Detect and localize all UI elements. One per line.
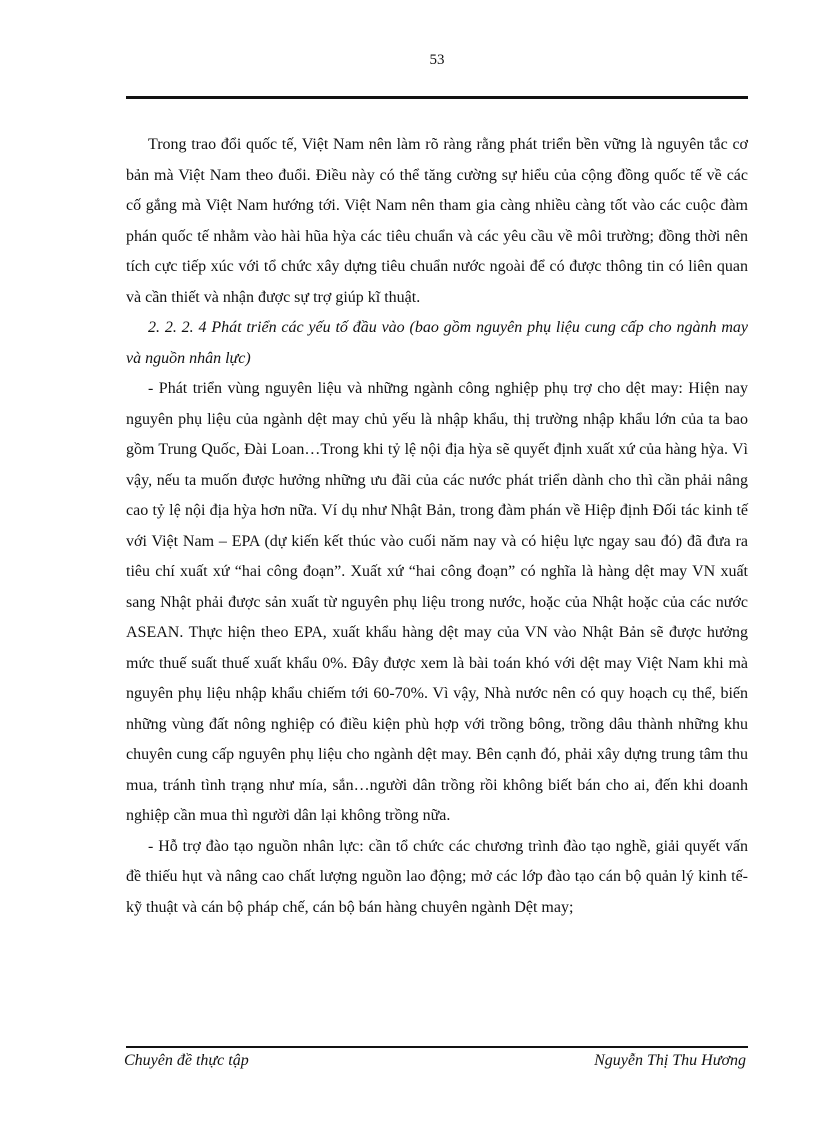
footer-document-type: Chuyên đề thực tập [124,1052,249,1069]
section-heading: 2. 2. 2. 4 Phát triển các yếu tố đầu vào (bao gồm nguyên phụ liệu cung cấp cho ngành may và nguồn nhân lực) [126,319,748,367]
footer-divider [126,1046,748,1048]
document-body [126,130,748,923]
page-number: 53 [429,52,445,68]
paragraph-human-resources: - Hỗ trợ đào tạo nguồn nhân lực: cần tổ chức các chương trình đào tạo nghề, giải quyết vấn đề thiếu hụt và nâng cao chất lượng nguồn lao động; mở các lớp đào tạo cán bộ quản lý kinh tế- kỹ thuật và cán bộ pháp chế, cán bộ bán hàng chuyên ngành Dệt may; [126,837,748,916]
paragraph-international-exchange: Trong trao đổi quốc tế, Việt Nam nên làm rõ ràng rằng phát triển bền vững là nguyên tắc cơ bản mà Việt Nam theo đuổi. Điều này có thể tăng cường sự hiểu của cộng đồng quốc tế về các cố gắng mà Việt Nam hướng tới. Việt Nam nên tham gia càng nhiều càng tốt vào các cuộc đàm phán quốc tế nhằm vào hài hũa hỳa các tiêu chuẩn và các yêu cầu về môi trường; đồng thời nên tích cực tiếp xúc với tổ chức xây dựng tiêu chuẩn nước ngoài để có được thông tin có liên quan và cần thiết và nhận được sự trợ giúp kĩ thuật. [126,136,748,306]
header-divider [126,96,748,99]
footer-author: Nguyễn Thị Thu Hương [594,1052,746,1069]
paragraph-raw-materials: - Phát triển vùng nguyên liệu và những ngành công nghiệp phụ trợ cho dệt may: Hiện nay nguyên phụ liệu của ngành dệt may chủ yếu là nhập khẩu, thị trường nhập khẩu lớn của ta bao gồm Trung Quốc, Đài Loan…Trong khi tỷ lệ nội địa hỳa sẽ quyết định xuất xứ của hàng hỳa. Vì vậy, nếu ta muốn được hưởng những ưu đãi của các nước phát triển dành cho thì cần phải nâng cao tỷ lệ nội địa hỳa hơn nữa. Ví dụ như Nhật Bản, trong đàm phán về Hiệp định Đối tác kinh tế với Việt Nam – EPA (dự kiến kết thúc vào cuối năm nay và có hiệu lực ngay sau đó) đã đưa ra tiêu chí xuất xứ “hai công đoạn”. Xuất xứ “hai công đoạn” có nghĩa là hàng dệt may VN xuất sang Nhật phải được sản xuất từ nguyên phụ liệu trong nước, hoặc của Nhật hoặc của các nước ASEAN. Thực hiện theo EPA, xuất khẩu hàng dệt may của VN vào Nhật Bản sẽ được hưởng mức thuế suất thuế xuất khẩu 0%. Đây được xem là bài toán khó với dệt may Việt Nam khi mà nguyên phụ liệu nhập khẩu chiếm tới 60-70%. Vì vậy, Nhà nước nên có quy hoạch cụ thể, biến những vùng đất nông nghiệp có điều kiện phù hợp với trồng bông, trồng dâu thành những khu chuyên cung cấp nguyên phụ liệu cho ngành dệt may. Bên cạnh đó, phải xây dựng trung tâm thu mua, tránh tình trạng như mía, sắn…người dân trồng rồi không biết bán cho ai, đến khi doanh nghiệp cần mua thì người dân lại không trồng nữa. [126,380,748,824]
